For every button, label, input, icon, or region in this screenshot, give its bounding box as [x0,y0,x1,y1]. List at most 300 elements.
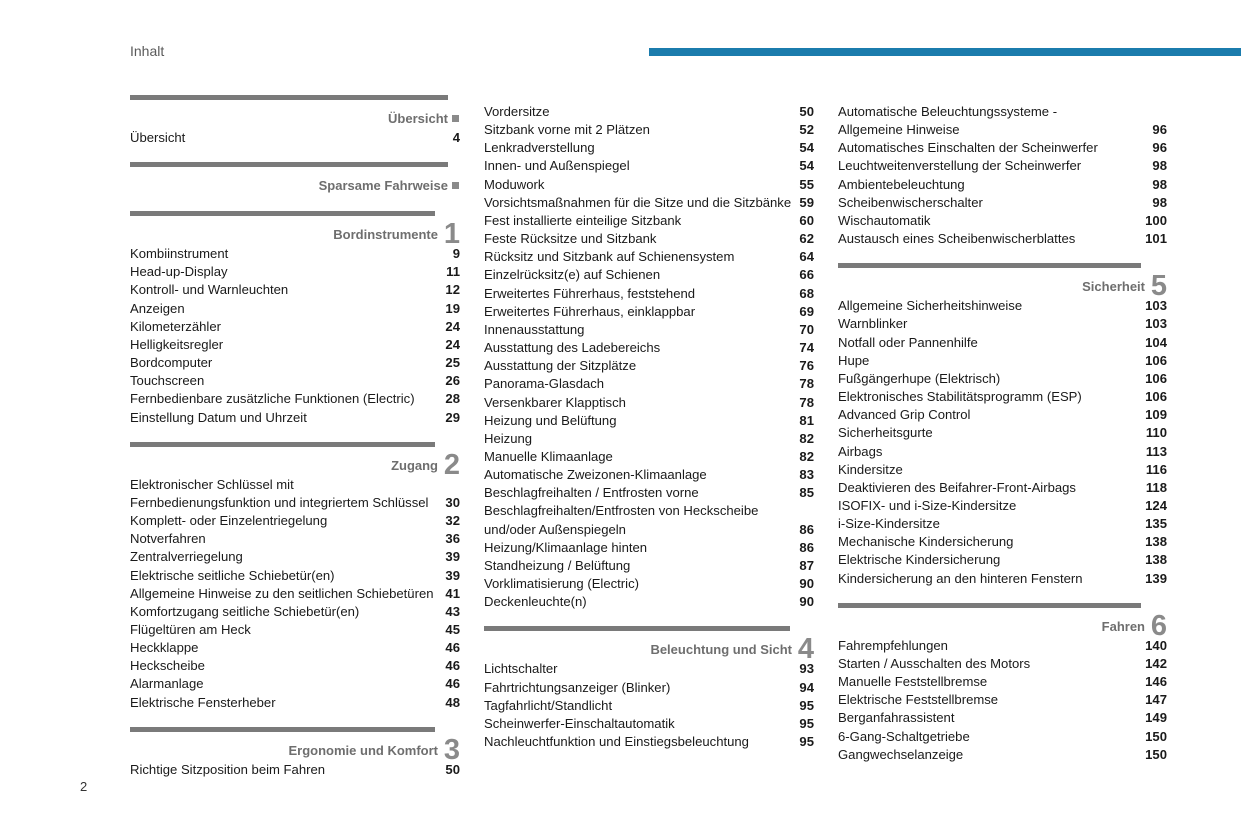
toc-entry[interactable] [130,657,460,675]
toc-entry-page: 70 [799,321,814,337]
toc-column-3 [838,94,1167,764]
toc-entry[interactable] [484,394,814,412]
toc-entry-page: 95 [799,715,814,731]
toc-entry-title: Scheibenwischerschalter [838,194,983,210]
toc-entry-title: Leuchtweitenverstellung der Scheinwerfer [838,158,1082,174]
toc-entry-page: 26 [445,373,460,389]
toc-entry[interactable] [838,297,1167,315]
toc-entry-title: Sitzbank vorne mit 2 Plätzen [484,122,650,138]
toc-entry[interactable] [484,484,814,502]
toc-entry-title: Feste Rücksitze und Sitzbank [484,231,657,247]
toc-entry[interactable] [838,212,1167,230]
toc-entry-title: Helligkeitsregler [130,336,224,352]
section-rule [130,442,435,447]
toc-entry-title: Erweitertes Führerhaus, einklappbar [484,303,696,319]
toc-entry-page: 150 [1145,746,1167,762]
toc-entry-page: 149 [1145,710,1167,726]
toc-entry-page: 48 [445,694,460,710]
toc-entry-page: 4 [452,130,460,145]
toc-entry[interactable] [838,461,1167,479]
toc-entry-page: 86 [799,521,814,537]
toc-entry[interactable] [130,567,460,585]
toc-entry[interactable] [838,424,1167,442]
toc-column-2 [484,94,814,751]
toc-entry[interactable] [484,679,814,697]
section-number: 5 [1150,270,1167,303]
section-title: Beleuchtung und Sicht [650,642,792,658]
toc-entry[interactable] [130,281,460,299]
toc-entry-page: 62 [799,231,814,247]
toc-entry-title: Austausch eines Scheibenwischerblattes [838,231,1076,247]
toc-entry-title: Touchscreen [130,373,205,389]
toc-entry-page: 106 [1145,389,1167,405]
toc-entry-page: 93 [799,661,814,677]
toc-entry[interactable] [838,709,1167,727]
section-title: Bordinstrumente [333,227,438,243]
section-title: Fahren [1101,618,1145,634]
toc-entry-title: Head-up-Display [130,264,228,280]
section-header-ergonomie-und-komfort [130,726,460,766]
toc-entry-page: 106 [1145,370,1167,386]
toc-entry[interactable] [130,318,460,336]
toc-entry-page: 69 [799,303,814,319]
toc-entry[interactable] [484,539,814,557]
toc-entry-page: 46 [445,658,460,674]
toc-entry[interactable] [130,530,460,548]
toc-entry-page: 11 [446,264,460,280]
toc-entry-page: 138 [1145,552,1167,568]
toc-entry[interactable] [838,230,1167,248]
toc-entry-page: 9 [452,246,460,262]
toc-entry-page: 24 [445,318,460,334]
toc-entry[interactable] [838,746,1167,764]
toc-entry[interactable] [838,406,1167,424]
toc-entry-title: Scheinwerfer-Einschaltautomatik [484,715,675,731]
toc-entry-title: Wischautomatik [838,212,931,228]
section-rule [130,162,448,167]
toc-entry[interactable] [130,761,460,779]
toc-entry-page: 83 [799,467,814,483]
toc-entry[interactable] [484,733,814,751]
toc-entry-page: 103 [1145,316,1167,332]
toc-entry-title: Warnblinker [838,316,908,332]
toc-entry[interactable] [484,321,814,339]
toc-entry-title: Berganfahrassistent [838,710,955,726]
toc-entry[interactable] [838,334,1167,352]
toc-entry-page: 90 [799,594,814,610]
toc-entry-title: Mechanische Kindersicherung [838,534,1014,550]
toc-entry-title: Erweitertes Führerhaus, feststehend [484,285,696,301]
toc-entry[interactable] [484,103,814,121]
toc-entry-page: 36 [445,531,460,547]
toc-entry[interactable] [130,621,460,639]
toc-entry-title: Beschlagfreihalten / Entfrosten vorne [484,485,699,501]
toc-entry[interactable] [484,557,814,575]
toc-entry[interactable] [838,691,1167,709]
toc-entry[interactable] [484,266,814,284]
toc-entry-title: Elektronisches Stabilitätsprogramm (ESP) [838,389,1082,405]
toc-entry-page: 124 [1145,497,1167,513]
toc-entry-title: Standheizung / Belüftung [484,557,631,573]
toc-entry-page: 46 [445,676,460,692]
toc-entry-title: Notverfahren [130,531,206,547]
section-rule [130,95,448,100]
toc-entry-title: Fernbedienungsfunktion und integriertem Schlüssel [130,494,429,510]
toc-entry-title: Heizung/Klimaanlage hinten [484,539,648,555]
toc-entry[interactable] [484,339,814,357]
toc-entry[interactable] [838,103,1167,121]
toc-entry-title: Elektronischer Schlüssel mit [130,476,294,492]
toc-entry[interactable] [484,194,814,212]
toc-entry-title: Flügeltüren am Heck [130,621,251,637]
section-header-sicherheit [838,262,1167,303]
toc-entry[interactable] [130,300,460,318]
toc-entry[interactable] [484,697,814,715]
toc-column-1 [130,94,460,779]
section-title: Zugang [391,457,438,473]
toc-entry-title: Übersicht [130,130,186,145]
header-accent-bar [649,48,1241,56]
toc-entry-title: Elektrische Fensterheber [130,694,276,710]
toc-entry[interactable] [484,139,814,157]
toc-entry-page: 90 [799,576,814,592]
toc-entry-page: 109 [1145,407,1167,423]
toc-entry[interactable] [484,212,814,230]
toc-entry[interactable] [130,512,460,530]
toc-entry-title: Advanced Grip Control [838,407,971,423]
toc-entry-page: 94 [799,679,814,695]
toc-entry[interactable] [130,476,460,494]
toc-entry[interactable] [484,303,814,321]
toc-entry[interactable] [838,551,1167,569]
section-number: 3 [443,733,460,766]
toc-entry-title: Heckscheibe [130,658,205,674]
toc-entry-page: 98 [1152,158,1167,174]
toc-entry-title: Komplett- oder Einzelentriegelung [130,513,328,529]
toc-entry-title: Hupe [838,352,870,368]
toc-entry[interactable] [130,585,460,603]
toc-entry[interactable] [838,673,1167,691]
toc-entry-page: 140 [1145,637,1167,653]
section-number: 1 [443,218,460,251]
toc-entry-title: Richtige Sitzposition beim Fahren [130,761,326,777]
toc-entry[interactable] [838,728,1167,746]
toc-entry[interactable] [838,194,1167,212]
toc-entry-title: Allgemeine Hinweise zu den seitlichen Schiebetüren [130,585,434,601]
toc-entry-page: 113 [1145,443,1167,459]
toc-entry-title: Bordcomputer [130,355,213,371]
section-title: Sparsame Fahrweise [318,178,448,194]
square-bullet-icon [452,115,459,122]
toc-entry-page: 82 [799,448,814,464]
toc-entry-page: 101 [1145,231,1167,247]
toc-entry[interactable] [838,533,1167,551]
toc-entry[interactable] [484,715,814,733]
toc-entry-page: 24 [445,336,460,352]
toc-entry-page: 98 [1152,194,1167,210]
toc-entry-title: Einstellung Datum und Uhrzeit [130,409,307,425]
section-rule [130,211,435,216]
toc-entry-page: 118 [1145,479,1167,495]
toc-entry-title: Manuelle Klimaanlage [484,448,613,464]
toc-entry[interactable] [484,660,814,678]
toc-entry[interactable] [838,315,1167,333]
toc-entry-title: Sicherheitsgurte [838,425,933,441]
toc-entry-title: Ausstattung der Sitzplätze [484,358,637,374]
toc-entry-title: ISOFIX- und i-Size-Kindersitze [838,497,1017,513]
toc-entry[interactable] [838,570,1167,588]
toc-entry-title: Fernbedienbare zusätzliche Funktionen (Electric) [130,391,415,407]
toc-entry[interactable] [484,285,814,303]
toc-entry[interactable] [484,357,814,375]
toc-entry-page: 87 [799,557,814,573]
toc-entry-page: 78 [799,394,814,410]
page-header-title: Inhalt [130,43,165,59]
section-title: Sicherheit [1082,279,1145,295]
toc-entry-title: Vorklimatisierung (Electric) [484,576,639,592]
toc-entry-page: 95 [799,734,814,749]
toc-entry-title: Fest installierte einteilige Sitzbank [484,212,682,228]
toc-entry-title: Heizung [484,430,533,446]
section-title: Ergonomie und Komfort [288,742,438,758]
toc-entry[interactable] [130,372,460,390]
toc-entry-page: 32 [445,513,460,529]
toc-entry[interactable] [130,603,460,621]
toc-entry-title: Deaktivieren des Beifahrer-Front-Airbags [838,479,1076,495]
toc-entry-title: Gangwechselanzeige [838,746,964,762]
toc-entry-page: 68 [799,285,814,301]
toc-entry-title: Fußgängerhupe (Elektrisch) [838,370,1001,386]
toc-entry-title: und/oder Außenspiegeln [484,521,626,537]
section-rule [838,263,1141,268]
toc-entry-title: Zentralverriegelung [130,549,243,565]
toc-entry[interactable] [838,637,1167,655]
toc-entry[interactable] [130,694,460,712]
toc-entry[interactable] [838,370,1167,388]
toc-entry-title: Anzeigen [130,300,185,316]
toc-entry-title: Fahrtrichtungsanzeiger (Blinker) [484,679,671,695]
toc-entry-title: Kindersicherung an den hinteren Fenstern [838,570,1083,586]
section-header-beleuchtung-und-sicht [484,625,814,666]
toc-entry-page: 66 [799,267,814,283]
toc-entry-title: Manuelle Feststellbremse [838,674,988,690]
section-title: Übersicht [388,111,448,126]
toc-entry[interactable] [130,354,460,372]
section-header-zugang [130,441,460,481]
toc-entry[interactable] [838,479,1167,497]
toc-entry-title: Deckenleuchte(n) [484,594,587,610]
toc-entry[interactable] [130,675,460,693]
toc-entry-page: 30 [445,494,460,510]
toc-entry-title: Panorama-Glasdach [484,376,605,392]
toc-entry-page: 50 [445,761,460,777]
toc-entry[interactable] [484,176,814,194]
toc-entry[interactable] [838,388,1167,406]
toc-entry-page: 45 [445,621,460,637]
toc-entry-page: 106 [1145,352,1167,368]
toc-entry-title: Allgemeine Sicherheitshinweise [838,298,1023,314]
toc-entry-page: 82 [799,430,814,446]
toc-entry-page: 19 [445,300,460,316]
toc-entry-page: 39 [445,567,460,583]
toc-entry[interactable] [484,575,814,593]
page-number: 2 [80,779,88,794]
toc-entry-title: Kilometerzähler [130,318,221,334]
toc-entry-page: 146 [1145,674,1167,690]
toc-entry-title: Lichtschalter [484,661,558,677]
toc-entry-page: 81 [799,412,814,428]
toc-entry-title: Vorsichtsmaßnahmen für die Sitze und die Sitzbänke [484,194,792,210]
toc-entry-title: Fahrempfehlungen [838,637,948,653]
toc-entry-page: 55 [799,176,814,192]
toc-entry-page: 150 [1145,728,1167,744]
toc-entry[interactable] [838,443,1167,461]
toc-entry[interactable] [484,375,814,393]
toc-entry-title: Ambientebeleuchtung [838,176,965,192]
toc-entry[interactable] [130,336,460,354]
toc-entry-page: 110 [1145,425,1167,441]
toc-entry[interactable] [838,497,1167,515]
toc-entry-title: Automatische Beleuchtungssysteme - [838,104,1058,119]
toc-entry[interactable] [838,655,1167,673]
toc-entry-page: 98 [1152,176,1167,192]
section-header-bordinstrumente [130,210,460,251]
toc-entry[interactable] [130,639,460,657]
section-number: 6 [1150,609,1167,642]
toc-entry[interactable] [484,248,814,266]
toc-entry-title: Einzelrücksitz(e) auf Schienen [484,267,661,283]
toc-entry-page: 103 [1145,298,1167,314]
square-bullet-icon [452,182,459,189]
toc-entry-page: 142 [1145,655,1167,671]
toc-entry-page: 78 [799,376,814,392]
toc-entry-page: 50 [799,104,814,119]
toc-entry[interactable] [484,448,814,466]
toc-entry-title: Innen- und Außenspiegel [484,158,630,174]
toc-entry[interactable] [484,121,814,139]
toc-entry-page: 85 [799,485,814,501]
toc-entry-page: 64 [799,249,814,265]
toc-entry-page: 28 [445,391,460,407]
toc-entry[interactable] [130,245,460,263]
section-header-fahren [838,602,1167,642]
toc-entry-title: Rücksitz und Sitzbank auf Schienensystem [484,249,735,265]
toc-entry[interactable] [484,521,814,539]
toc-entry[interactable] [838,176,1167,194]
toc-entry[interactable] [838,157,1167,175]
toc-entry-page: 59 [799,194,814,210]
toc-entry-page: 138 [1145,534,1167,550]
toc-entry-page: 54 [799,140,814,156]
toc-entry-page: 54 [799,158,814,174]
toc-entry[interactable] [484,466,814,484]
toc-entry[interactable] [838,352,1167,370]
toc-entry-title: Allgemeine Hinweise [838,122,960,138]
toc-entry-page: 46 [445,640,460,656]
toc-entry-page: 76 [799,358,814,374]
toc-entry[interactable] [484,593,814,611]
toc-entry[interactable] [484,412,814,430]
toc-entry-title: Ausstattung des Ladebereichs [484,340,661,356]
toc-entry-title: Alarmanlage [130,676,204,692]
toc-entry-page: 139 [1145,570,1167,586]
toc-entry-title: Elektrische Kindersicherung [838,552,1001,568]
toc-entry-title: Innenausstattung [484,321,585,337]
toc-entry[interactable] [484,230,814,248]
toc-entry-title: 6-Gang-Schaltgetriebe [838,728,970,744]
toc-entry-title: Moduwork [484,176,545,192]
toc-entry-page: 96 [1152,140,1167,156]
section-rule [838,603,1141,608]
toc-entry-title: Elektrische seitliche Schiebetür(en) [130,567,335,583]
toc-entry[interactable] [484,502,814,520]
toc-entry[interactable] [838,139,1167,157]
toc-entry[interactable] [130,263,460,281]
toc-entry[interactable] [130,494,460,512]
toc-entry-page: 52 [799,122,814,138]
toc-entry[interactable] [838,515,1167,533]
toc-entry-title: Heckklappe [130,640,199,656]
toc-entry-title: Nachleuchtfunktion und Einstiegsbeleuchtung [484,734,749,749]
toc-entry-title: i-Size-Kindersitze [838,516,940,532]
section-header-ubersicht [130,94,460,129]
toc-entry-page: 12 [445,282,460,298]
toc-entry-title: Lenkradverstellung [484,140,595,156]
toc-entry-title: Kindersitze [838,461,903,477]
toc-entry[interactable] [130,409,460,427]
toc-entry-page: 29 [445,409,460,425]
toc-entry-title: Airbags [838,443,883,459]
toc-entry-page: 43 [445,603,460,619]
toc-entry-title: Kontroll- und Warnleuchten [130,282,289,298]
toc-entry-page: 100 [1145,212,1167,228]
toc-entry-page: 104 [1145,334,1167,350]
section-rule [130,727,435,732]
toc-entry[interactable] [130,548,460,566]
toc-entry-page: 39 [445,549,460,565]
toc-entry-title: Starten / Ausschalten des Motors [838,655,1031,671]
section-number: 2 [443,448,460,481]
toc-entry-title: Elektrische Feststellbremse [838,692,999,708]
toc-entry[interactable] [838,121,1167,139]
section-header-sparsame-fahrweise [130,161,460,196]
toc-entry-page: 41 [445,585,460,601]
toc-entry-title: Automatische Zweizonen-Klimaanlage [484,467,707,483]
toc-entry-title: Beschlagfreihalten/Entfrosten von Heckscheibe [484,503,759,519]
toc-entry[interactable] [484,430,814,448]
toc-entry-title: Tagfahrlicht/Standlicht [484,697,613,713]
toc-entry-page: 60 [799,212,814,228]
toc-entry-title: Versenkbarer Klapptisch [484,394,626,410]
section-rule [484,626,790,631]
toc-entry-page: 135 [1145,516,1167,532]
toc-entry-page: 116 [1145,461,1167,477]
toc-entry-page: 95 [799,697,814,713]
toc-entry-page: 74 [799,340,814,356]
toc-entry-title: Notfall oder Pannenhilfe [838,334,978,350]
toc-entry[interactable] [130,129,460,147]
toc-entry-title: Komfortzugang seitliche Schiebetür(en) [130,603,360,619]
toc-entry-title: Heizung und Belüftung [484,412,617,428]
toc-entry[interactable] [484,157,814,175]
section-number: 4 [797,633,814,666]
toc-entry-title: Automatisches Einschalten der Scheinwerfer [838,140,1098,156]
toc-entry-page: 86 [799,539,814,555]
toc-entry-page: 96 [1152,122,1167,138]
toc-entry[interactable] [130,390,460,408]
toc-entry-page: 25 [445,355,460,371]
toc-entry-title: Kombiinstrument [130,246,229,262]
